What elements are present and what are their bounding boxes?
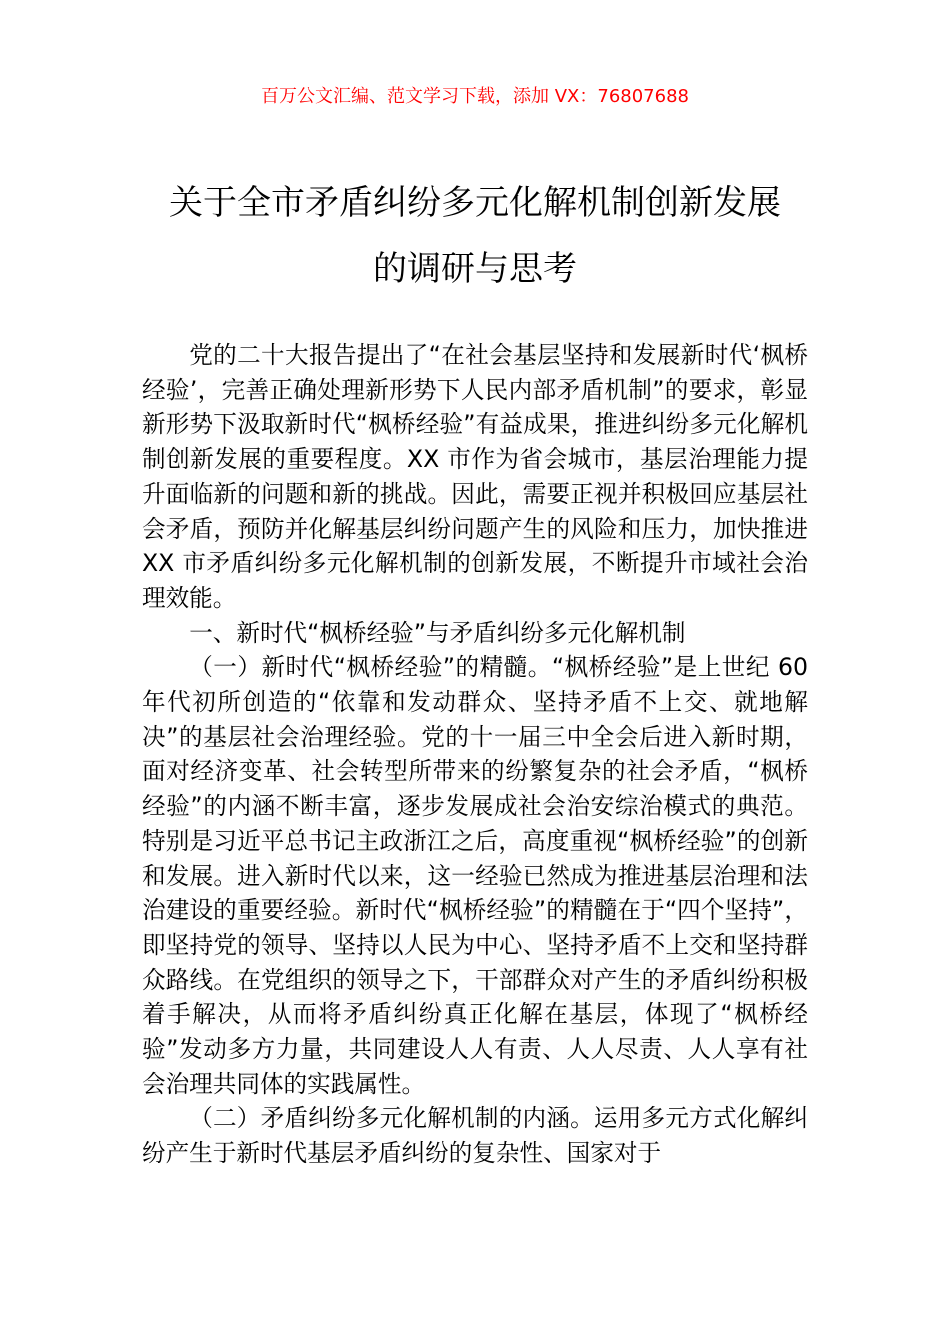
header-banner: 百万公文汇编、范文学习下载，添加 VX：76807688 — [261, 86, 689, 107]
document-body — [142, 338, 808, 1171]
paragraph-intro: 党的二十大报告提出了“在社会基层坚持和发展新时代‘枫桥经验’，完善正确处理新形势下人民内部矛盾机制”的要求，彰显新形势下汲取新时代“枫桥经验”有益成果，推进纠纷多元化解机制创新发展的重要程度。XX 市作为省会城市，基层治理能力提升面临新的问题和新的挑战。因此，需要正视并积极回应基层社会矛盾，预防并化解基层纠纷问题产生的风险和压力，加快推进 XX 市矛盾纠纷多元化解机制的创新发展，不断提升市域社会治理效能。 — [142, 341, 808, 612]
document-title — [0, 170, 950, 302]
paragraph-fengqiao-essence: （一）新时代“枫桥经验”的精髓。“枫桥经验”是上世纪 60 年代初所创造的“依靠和发动群众、坚持矛盾不上交、就地解决”的基层社会治理经验。党的十一届三中全会后进入新时期，面对经济变革、社会转型所带来的纷繁复杂的社会矛盾，“枫桥经验”的内涵不断丰富，逐步发展成社会治安综治模式的典范。特别是习近平总书记主政浙江之后，高度重视“枫桥经验”的创新和发展。进入新时代以来，这一经验已然成为推进基层治理和法治建设的重要经验。新时代“枫桥经验”的精髓在于“四个坚持”，即坚持党的领导、坚持以人民为中心、坚持矛盾不上交和坚持群众路线。在党组织的领导之下，干部群众对产生的矛盾纠纷积极着手解决，从而将矛盾纠纷真正化解在基层，体现了“枫桥经验”发动多方力量，共同建设人人有责、人人尽责、人人享有社会治理共同体的实践属性。 — [142, 653, 808, 1098]
section-heading-1: 一、新时代“枫桥经验”与矛盾纠纷多元化解机制 — [189, 618, 686, 647]
title-line-1: 关于全市矛盾纠纷多元化解机制创新发展 — [169, 183, 781, 223]
title-line-2: 的调研与思考 — [373, 249, 577, 289]
paragraph-mechanism-meaning: （二）矛盾纠纷多元化解机制的内涵。运用多元方式化解纠纷产生于新时代基层矛盾纠纷的复杂性、国家对于 — [142, 1104, 808, 1168]
